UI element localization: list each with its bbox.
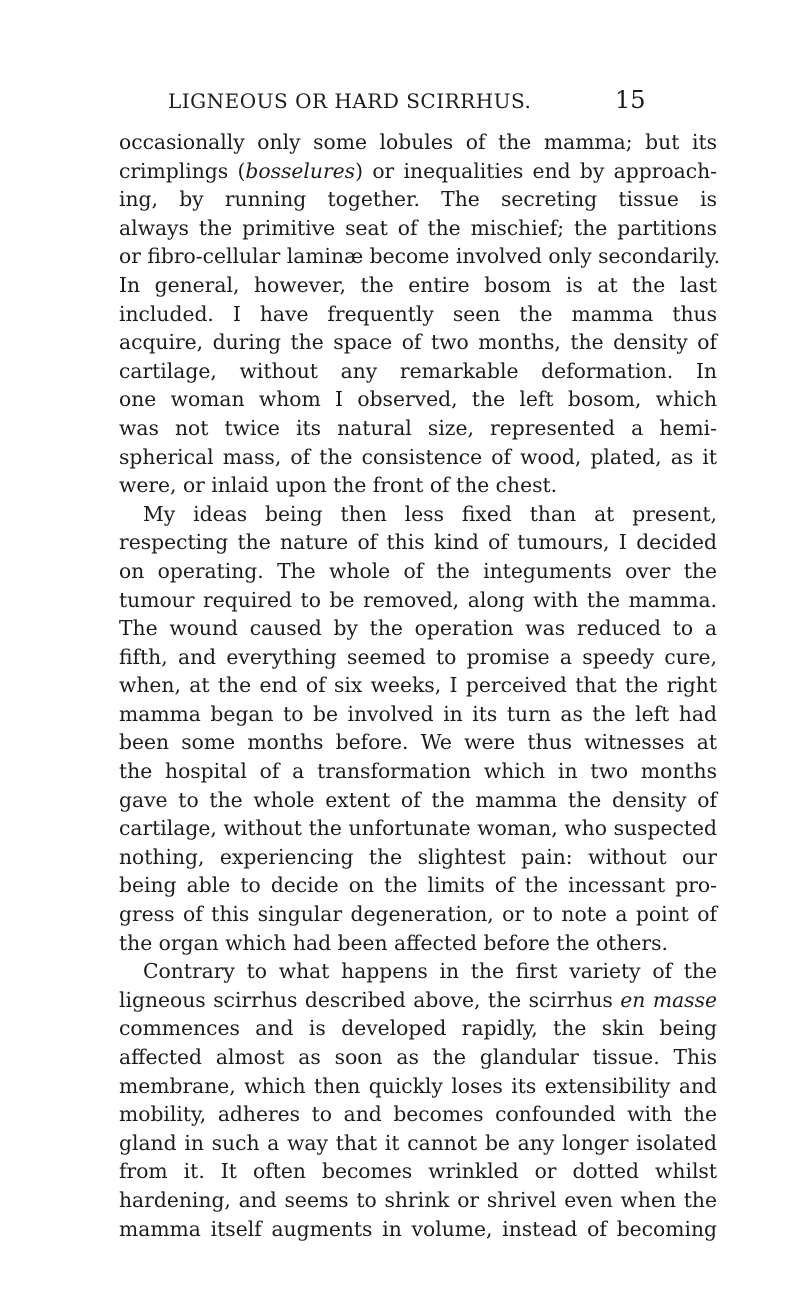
text-run: In general, however, the entire bosom is at the last: [119, 272, 717, 297]
text-line: [119, 1072, 717, 1101]
text-line: [119, 1014, 717, 1043]
text-run: on operating. The whole of the integuments over the: [119, 558, 717, 583]
text-run: cartilage, without any remarkable deformation. In: [119, 358, 717, 383]
text-run: mamma itself augments in volume, instead of becoming: [119, 1216, 717, 1241]
text-line: [119, 300, 717, 329]
text-run: the hospital of a transformation which in two months: [119, 759, 717, 784]
text-run: mamma began to be involved in its turn as the left had: [119, 701, 717, 726]
text-run: being able to decide on the limits of the incessant pro-: [119, 873, 717, 898]
text-run: ) or inequalities end by approach-: [355, 158, 718, 183]
text-line: [119, 128, 717, 157]
text-line: [119, 214, 717, 243]
text-line: [119, 271, 717, 300]
text-line: [119, 1186, 717, 1215]
text-run: cartilage, without the unfortunate woman, who suspected: [119, 816, 717, 841]
text-line: [119, 242, 721, 271]
text-run: ing, by running together. The secreting tissue is: [119, 187, 717, 212]
text-run: acquire, during the space of two months, the density of: [119, 330, 717, 355]
text-run: respecting the nature of this kind of tumours, I decided: [119, 530, 717, 555]
text-run: Contrary to what happens in the first variety of the: [143, 959, 717, 984]
text-run: hardening, and seems to shrink or shrivel even when the: [119, 1187, 717, 1212]
text-line: [119, 385, 717, 414]
text-run: when, at the end of six weeks, I perceived that the right: [119, 673, 717, 698]
text-run: crimplings (: [119, 158, 246, 183]
text-line: [119, 700, 717, 729]
text-run: tumour required to be removed, along with the mamma.: [119, 587, 717, 612]
text-line: [119, 414, 717, 443]
running-title: LIGNEOUS OR HARD SCIRRHUS.: [168, 89, 532, 113]
text-run: fifth, and everything seemed to promise a speedy cure,: [119, 644, 717, 669]
text-line: [119, 443, 717, 472]
text-line: [119, 586, 717, 615]
text-run: mobility, adheres to and becomes confounded with the: [119, 1102, 717, 1127]
text-run: ligneous scirrhus described above, the scirrhus: [119, 987, 621, 1012]
text-line: [119, 957, 717, 986]
text-run: My ideas being then less fixed than at present,: [143, 501, 717, 526]
text-line: [119, 1043, 717, 1072]
text-line: [119, 814, 717, 843]
italic-phrase: en masse: [620, 987, 717, 1012]
text-line: [119, 357, 717, 386]
text-line: [119, 500, 717, 529]
text-line: [119, 671, 717, 700]
text-run: occasionally only some lobules of the mamma; but its: [119, 130, 717, 154]
text-line: [119, 1100, 717, 1129]
text-line: [119, 1215, 717, 1244]
body-text: [119, 128, 721, 1243]
italic-phrase: bosselures: [245, 158, 356, 183]
text-run: one woman whom I observed, the left bosom, which: [119, 387, 717, 412]
text-line: [119, 757, 717, 786]
text-line: [119, 528, 717, 557]
text-run: been some months before. We were thus witnesses at: [119, 730, 717, 755]
text-line: [119, 157, 717, 186]
text-line: [119, 557, 717, 586]
text-run: gave to the whole extent of the mamma the density of: [119, 787, 717, 812]
text-run: The wound caused by the operation was reduced to a: [119, 616, 717, 641]
text-run: always the primitive seat of the mischief; the partitions: [119, 215, 717, 240]
text-run: gland in such a way that it cannot be any longer isolated: [119, 1130, 717, 1155]
text-run: included. I have frequently seen the mamma thus: [119, 301, 717, 326]
text-run: the organ which had been affected before the others.: [119, 930, 668, 955]
text-run: were, or inlaid upon the front of the chest.: [119, 473, 558, 498]
text-line: [119, 614, 717, 643]
text-line: [119, 1157, 717, 1186]
text-line: [119, 843, 717, 872]
text-run: gress of this singular degeneration, or to note a point of: [119, 902, 717, 927]
text-line: [119, 328, 717, 357]
text-line: [119, 471, 717, 500]
text-run: affected almost as soon as the glandular tissue. This: [119, 1045, 717, 1069]
text-run: was not twice its natural size, represented a hemi-: [119, 415, 717, 440]
text-run: membrane, which then quickly loses its extensibility and: [119, 1073, 717, 1098]
text-run: or fibro-cellular laminæ become involved only secondarily.: [119, 244, 721, 269]
text-run: from it. It often becomes wrinkled or dotted whilst: [119, 1159, 717, 1184]
text-line: [119, 728, 717, 757]
text-line: [119, 900, 717, 929]
text-line: [119, 786, 717, 815]
text-line: [119, 986, 717, 1015]
text-line: [119, 929, 717, 958]
text-line: [119, 185, 717, 214]
page-number: 15: [615, 86, 646, 114]
text-run: spherical mass, of the consistence of wood, plated, as it: [119, 444, 717, 469]
text-run: nothing, experiencing the slightest pain: without our: [119, 844, 717, 869]
text-line: [119, 643, 717, 672]
text-line: [119, 871, 717, 900]
text-run: commences and is developed rapidly, the skin being: [119, 1016, 717, 1041]
text-line: [119, 1129, 717, 1158]
